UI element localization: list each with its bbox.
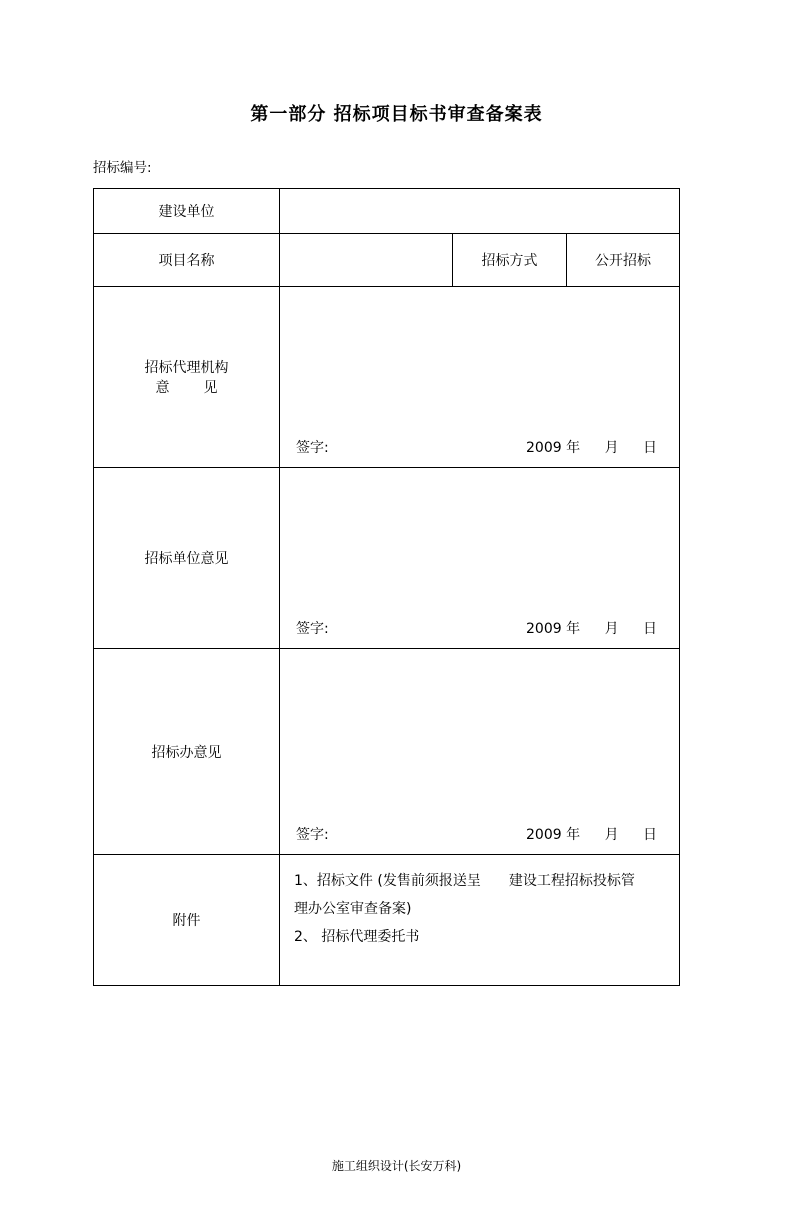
table-row <box>94 649 680 855</box>
document-page <box>0 100 793 1222</box>
date-year: 2009 年 <box>526 827 581 843</box>
date-month: 月 <box>604 621 619 637</box>
row-value-agency-opinion[interactable] <box>280 287 680 468</box>
date-group <box>506 824 657 844</box>
sign-label: 签字: <box>296 621 329 637</box>
row-value-bidding-unit-opinion[interactable] <box>280 468 680 649</box>
attachment-list <box>280 855 679 963</box>
table-row <box>94 287 680 468</box>
page-footer: 施工组织设计(长安万科) <box>331 1159 462 1173</box>
row-label-bid-method: 招标方式 <box>453 234 567 287</box>
row-label-project-name: 项目名称 <box>94 234 280 287</box>
attachment-line-3: 2、 招标代理委托书 <box>294 929 420 945</box>
row-value-bid-method[interactable]: 公开招标 <box>567 234 680 287</box>
sign-label: 签字: <box>296 440 329 456</box>
date-group <box>506 618 657 638</box>
table-row <box>94 189 680 234</box>
page-title: 第一部分 招标项目标书审查备案表 <box>250 104 543 125</box>
row-value-attachments[interactable] <box>280 855 680 986</box>
row-label-construction-unit: 建设单位 <box>94 189 280 234</box>
date-day: 日 <box>643 827 658 843</box>
row-label-attachments: 附件 <box>94 855 280 986</box>
signature-line <box>280 824 679 844</box>
attachment-line-2: 理办公室审查备案) <box>294 901 412 917</box>
signature-line <box>280 437 679 457</box>
row-label-bidding-unit-opinion: 招标单位意见 <box>94 468 280 649</box>
table-row <box>94 468 680 649</box>
table-row <box>94 855 680 986</box>
review-record-table <box>93 188 680 986</box>
row-value-construction-unit[interactable] <box>280 189 680 234</box>
date-month: 月 <box>604 827 619 843</box>
date-year: 2009 年 <box>526 440 581 456</box>
row-label-agency-opinion: 招标代理机构 意 见 <box>94 287 280 468</box>
row-value-project-name[interactable] <box>280 234 453 287</box>
bid-code-label: 招标编号: <box>93 160 152 176</box>
signature-line <box>280 618 679 638</box>
table-row <box>94 234 680 287</box>
row-value-bid-office-opinion[interactable] <box>280 649 680 855</box>
date-group <box>506 437 657 457</box>
date-day: 日 <box>643 440 658 456</box>
date-year: 2009 年 <box>526 621 581 637</box>
date-day: 日 <box>643 621 658 637</box>
attachment-line-1: 1、招标文件 (发售前须报送呈 建设工程招标投标管 <box>294 873 635 889</box>
date-month: 月 <box>604 440 619 456</box>
row-label-bid-office-opinion: 招标办意见 <box>94 649 280 855</box>
sign-label: 签字: <box>296 827 329 843</box>
